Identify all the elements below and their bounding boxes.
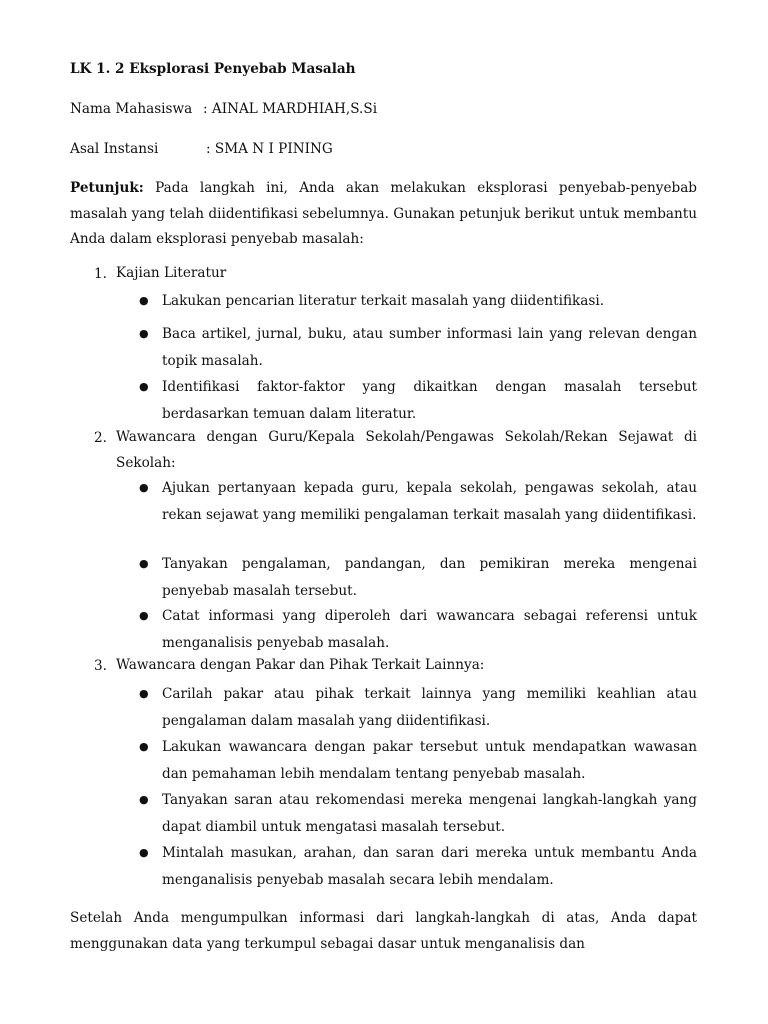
section-number: 3. xyxy=(94,658,107,674)
section-heading: Wawancara dengan Pakar dan Pihak Terkait Lainnya: xyxy=(116,657,485,673)
section-number: 1. xyxy=(94,266,107,282)
closing-paragraph: Setelah Anda mengumpulkan informasi dari langkah-langkah di atas, Anda dapat menggunakan data yang terkumpul sebagai dasar untuk menganalisis dan xyxy=(70,910,697,952)
name-label: Nama Mahasiswa xyxy=(70,101,193,117)
list-item: Mintalah masukan, arahan, dan saran dari mereka untuk membantu Anda menganalisis penyebab masalah secara lebih mendalam. xyxy=(162,845,697,888)
bullet-icon: ● xyxy=(139,687,149,700)
list-item: Tanyakan saran atau rekomendasi mereka mengenai langkah-langkah yang dapat diambil untuk mengatasi masalah tersebut. xyxy=(162,792,697,835)
bullet-icon: ● xyxy=(139,294,149,307)
bullet-icon: ● xyxy=(139,327,149,340)
section-number: 2. xyxy=(94,430,107,446)
list-item: Tanyakan pengalaman, pandangan, dan pemikiran mereka mengenai penyebab masalah tersebut. xyxy=(162,556,697,599)
list-item: Carilah pakar atau pihak terkait lainnya yang memiliki keahlian atau pengalaman dalam masalah yang diidentifikasi. xyxy=(162,686,697,729)
instructions-paragraph xyxy=(70,176,697,253)
instructions-text: Pada langkah ini, Anda akan melakukan eksplorasi penyebab-penyebab masalah yang telah diidentifikasi sebelumnya. Gunakan petunjuk berikut untuk membantu Anda dalam eksplorasi penyebab masalah: xyxy=(70,180,697,247)
list-item: Lakukan pencarian literatur terkait masalah yang diidentifikasi. xyxy=(162,293,605,309)
bullet-icon: ● xyxy=(139,481,149,494)
bullet-icon: ● xyxy=(139,380,149,393)
bullet-icon: ● xyxy=(139,557,149,570)
list-item: Catat informasi yang diperoleh dari wawancara sebagai referensi untuk menganalisis penyebab masalah. xyxy=(162,608,697,651)
bullet-icon: ● xyxy=(139,740,149,753)
list-item: Baca artikel, jurnal, buku, atau sumber informasi lain yang relevan dengan topik masalah. xyxy=(162,326,697,369)
list-item: Ajukan pertanyaan kepada guru, kepala sekolah, pengawas sekolah, atau rekan sejawat yang memiliki pengalaman terkait masalah yang diidentifikasi. xyxy=(162,480,697,523)
instructions-lead: Petunjuk: xyxy=(70,180,144,196)
bullet-icon: ● xyxy=(139,846,149,859)
list-item: Identifikasi faktor-faktor yang dikaitkan dengan masalah tersebut berdasarkan temuan dalam literatur. xyxy=(162,379,697,422)
origin-value: : SMA N I PINING xyxy=(206,141,333,157)
section-heading: Kajian Literatur xyxy=(116,265,227,281)
origin-label: Asal Instansi xyxy=(70,141,159,157)
name-value: : AINAL MARDHIAH,S.Si xyxy=(203,101,378,117)
list-item: Lakukan wawancara dengan pakar tersebut untuk mendapatkan wawasan dan pemahaman lebih mendalam tentang penyebab masalah. xyxy=(162,739,697,782)
section-heading: Wawancara dengan Guru/Kepala Sekolah/Pengawas Sekolah/Rekan Sejawat di Sekolah: xyxy=(116,429,697,471)
document-title: LK 1. 2 Eksplorasi Penyebab Masalah xyxy=(70,61,356,77)
bullet-icon: ● xyxy=(139,609,149,622)
bullet-icon: ● xyxy=(139,793,149,806)
